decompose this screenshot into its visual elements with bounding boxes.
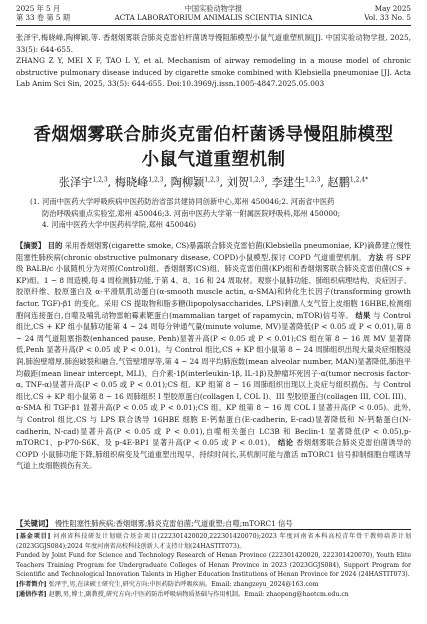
methods-label: 方法	[368, 252, 384, 262]
issue-date-en-block	[364, 4, 411, 22]
author-separator: ,	[219, 176, 227, 189]
keywords	[16, 518, 411, 530]
affiliation-line-3: 4. 河南中医药大学中医药科学院,郑州 450046)	[42, 220, 197, 230]
author-bio-note	[16, 580, 411, 590]
funding-text: 河南省科技研发计划联合基金项目(222301420020,222301420070);2023 年度河南省本科高校青年骨干教师培养计划(2023GGJS084);2024 年度河南省高校科技创新人才支持计划(24HASTIT073)。	[16, 533, 412, 550]
corresponding-author-text: 赵鹏,男,博士,副教授,研究方向:中医药防治呼吸病物质基础与作用机制。Email: zhaopeng@haetcm.edu.cn	[48, 590, 349, 598]
author-separator: ,	[320, 176, 328, 189]
citation-cn: 张泽宇,梅晓峰,陶柳颖,等. 香烟烟雾联合肺炎克雷伯杆菌诱导慢阻肺模型小鼠气道重塑机制[J]. 中国实验动物学报, 2025, 33(5): 644-655.	[16, 33, 411, 54]
author-bio-text: 张泽宇,男,在读硕士研究生,研究方向:中医药防治呼吸疾病。Email: zhangzeyu_2024@163.com	[48, 580, 319, 588]
conclusions-label: 结论	[277, 438, 294, 448]
conclusions-text: 香烟烟雾联合肺炎克雷伯菌诱导的 COPD 小鼠肺功能下降,肺组织病变及气道重塑出现早、持续时间长,其机制可能与激活 mTORC1 信号抑制细胞自噬诱导气道上皮细胞损伤有关。	[16, 438, 411, 471]
author-name: 张泽宇	[58, 176, 93, 189]
running-header	[16, 4, 411, 26]
author	[59, 176, 108, 189]
funding-note-en: Funded by Joint Fund for Science and Technology Research of Henan Province (222301420020, 222301420070), Youth Elite Teachers Training Program for Undergraduate Colleges of Henan Province in 2023 (2023GGJS084), Support Program for Scientific and Technological Innovation Talents in Higher Education Institutions of Henan Province for 2024 (24HASTIT073).	[16, 552, 411, 579]
author-name: 刘贺	[226, 176, 250, 189]
volume-issue: 第 33 卷 第 5 期	[16, 13, 70, 22]
author-affiliation-marker: 1,2,3	[92, 176, 108, 184]
results-text: 与 Control 组比,CS + KP 组小鼠肺功能第 4 ~ 24 周每分钟通气量(minute volume, MV)显著降低(P < 0.05 或 P < 0.01),第 8 ~ 24 周气道阻塞指数(enhanced pause, Penh)显著升高(P < 0.05 或 P < 0.01);CS 组在第 8 ~ 16 周 MV 显著降低,Penh 显著升高(P < 0.05 或 P < 0.01)。与 Control 组比,CS + KP 组小鼠第 8 ~ 24 周肺组织出现大量炎症细胞浸润,肺泡壁增厚,肺泡破裂和融合,气管壁增厚等,第 4 ~ 24 周平均肺泡数(mean alveolar number, MAN)显著降低,肺泡平均截距(mean linear intercept, MLI)、白介素-1β(interleukin-1β, IL-1β)及肿瘤坏死因子-α(tumor necrosis factor-α, TNF-α)显著升高(P < 0.05 或 P < 0.01);CS 组、KP 组第 8 ~ 16 周肺组织出现以上炎症与组织损伤。与 Control 组比,CS + KP 组小鼠第 8 ~ 16 周肺组织 I 型胶原蛋白(collagen I, COL I)、III 型胶原蛋白(collagen III, COL III)、α-SMA 和 TGF-β1 显著升高(P < 0.05 或 P < 0.01);CS 组、KP 组第 8 ~ 16 周 COL I 显著升高(P < 0.05)。此外,与 Control 组比,CS 与 LPS 联合诱导 16HBE 细胞 E-钙黏蛋白(E-cadherin, E-cad)显著降低和 N-钙黏蛋白(N-cadherin, N-cad)显著升高(P < 0.05 或 P < 0.01),自噬相关蛋白 LC3B 和 Beclin-1 显著降低(P < 0.05),p-mTORC1、p-P70-S6K、及 p-4E-BP1 显著升高(P < 0.05 或 P < 0.01)。	[16, 310, 411, 448]
affiliation-line-2: 防治呼吸病重点实验室,郑州 450046;3. 河南中医药大学第一附属医院呼吸科,郑州 450000;	[42, 208, 341, 218]
citation-en: ZHANG Z Y, MEI X F, TAO L Y, et al. Mechanism of airway remodeling in a mouse model of chronic obstructive pulmonary disease induced by cigarette smoke combined with Klebsiella pneumoniae [J]. Acta Lab Anim Sci Sin, 2025, 33(5): 644-655. Doi:10.3969/j.issn.1005-4847.2025.05.003	[16, 56, 411, 89]
issue-date-en: May 2025	[374, 4, 411, 13]
objective-label: 目的	[47, 241, 63, 250]
methods-text: 将 SPF 级 BALB/c 小鼠随机分为对照(Control)组、香烟烟雾(CS)组、肺炎克雷伯菌(KP)组和香烟烟雾联合肺炎克雷伯菌(CS + KP)组。1 ~ 8 周造模,每 4 周检测肺功能,于第 4、8、16 和 24 周取材。观察小鼠肺功能、肺组织病理结构、炎症因子、胶原纤维、胶原蛋白及 α-平滑肌肌动蛋白(α-smooth muscle actin, α-SMA)和转化生长因子(transforming growth factor, TGF)-β1 的变化。采用 CS 提取物和脂多糖(lipopolysaccharides, LPS)刺激人支气管上皮细胞 16HBE,检测细胞间连接蛋白,自噬及哺乳动物雷帕霉素靶蛋白(mammalian target of rapamycin, mTOR)信号等。	[16, 252, 411, 320]
journal-name-cn: 中国实验动物学报	[184, 4, 243, 13]
article-title	[0, 123, 427, 173]
keywords-label: 【关键词】	[16, 519, 53, 528]
abstract-label: 【摘要】	[16, 241, 46, 250]
author-list	[0, 176, 427, 190]
footnotes	[16, 532, 411, 599]
author-separator: ,	[163, 176, 171, 189]
keywords-text: 慢性阻塞性肺疾病;香烟烟雾;肺炎克雷伯菌;气道重塑;自噬;mTORC1 信号	[54, 519, 293, 528]
issue-date: 2025 年 5 月	[16, 4, 61, 13]
author-affiliation-marker: 1,2,3	[305, 176, 321, 184]
author-affiliation-marker: 1,2,3	[148, 176, 164, 184]
journal-name-block	[16, 4, 411, 22]
affiliations	[30, 196, 397, 231]
author	[272, 176, 321, 189]
results-label: 结果	[355, 310, 371, 320]
author-name: 赵鹏	[327, 176, 350, 189]
author-name: 梅晓峰	[114, 176, 149, 189]
footnote-rule	[16, 529, 411, 530]
header-rule	[16, 25, 411, 26]
title-line-2: 小鼠气道重塑机制	[141, 150, 286, 170]
author-name: 陶柳颖	[170, 176, 205, 189]
author-separator: ,	[107, 176, 115, 189]
author-name: 李建生	[271, 176, 306, 189]
funding-label: [基金项目]	[16, 533, 51, 540]
affiliation-line-1: (1. 河南中医药大学呼吸疾病中医药防治省部共建协同创新中心,郑州 450046;2. 河南省中医药	[30, 197, 335, 206]
author-separator: ,	[264, 176, 272, 189]
author-affiliation-marker: 1,2,3	[204, 176, 220, 184]
author	[227, 176, 265, 189]
author-affiliation-marker: 1,2,4*	[349, 176, 369, 184]
volume-issue-en: Vol. 33 No. 5	[364, 13, 411, 22]
objective-text: 采用香烟烟雾(cigarette smoke, CS)暴露联合肺炎克雷伯菌(Klebsiella pneumoniae, KP)滴鼻建立慢性阻塞性肺疾病(chronic obstructive pulmonary disease, COPD)小鼠模型,探讨 COPD 气道重塑机制。	[16, 241, 412, 262]
corresponding-author-label: [通信作者]	[16, 590, 47, 598]
author	[171, 176, 220, 189]
author-affiliation-marker: 1,2,3	[249, 176, 265, 184]
abstract	[16, 240, 411, 472]
title-line-1: 香烟烟雾联合肺炎克雷伯杆菌诱导慢阻肺模型	[33, 125, 394, 145]
author	[115, 176, 164, 189]
citation-block	[16, 32, 411, 90]
author	[328, 176, 369, 189]
corresponding-author-note	[16, 590, 411, 600]
author-bio-label: [作者简介]	[16, 580, 47, 588]
journal-name-en: ACTA LABORATORIUM ANIMALIS SCIENTIA SINICA	[114, 13, 313, 22]
funding-note	[16, 532, 411, 551]
